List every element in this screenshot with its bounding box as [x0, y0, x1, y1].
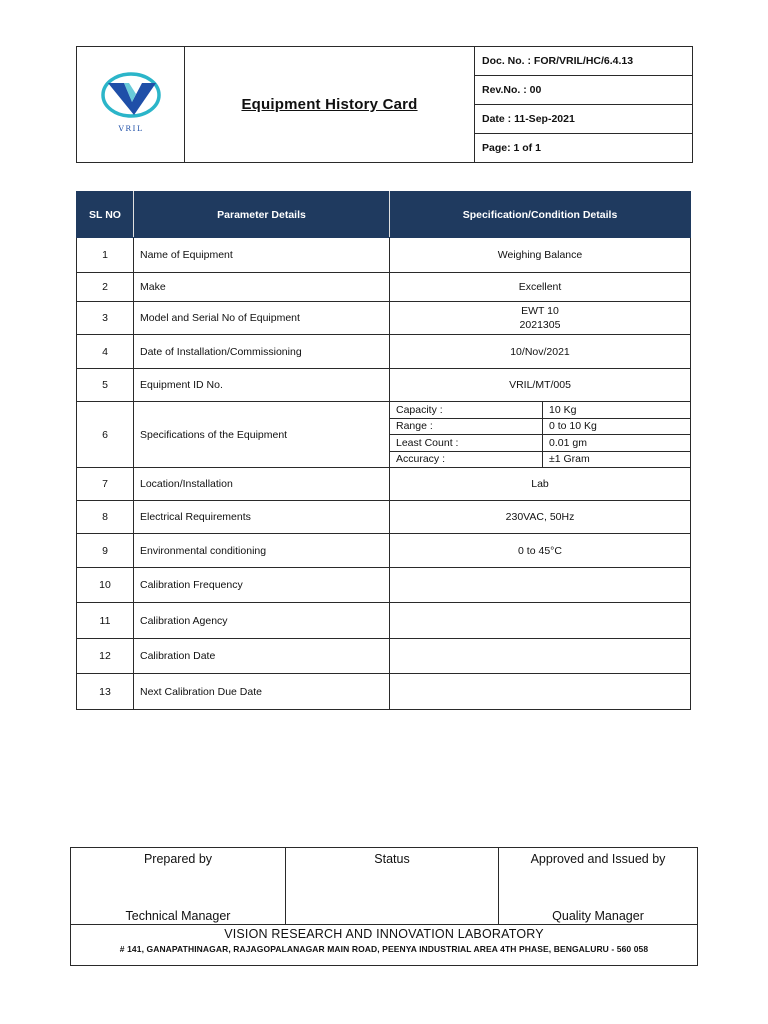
organization-cell: [71, 925, 698, 966]
row-spec: Lab: [390, 468, 691, 501]
logo-text: VRIL: [117, 124, 144, 133]
row-spec: 10/Nov/2021: [390, 335, 691, 369]
column-header-parameter: Parameter Details: [134, 192, 390, 238]
prepared-by-label: Prepared by: [143, 852, 213, 866]
spec-serial: 2021305: [519, 319, 561, 331]
revision-number: Rev.No. : 00: [475, 76, 693, 105]
row-spec: Weighing Balance: [390, 238, 691, 273]
row-sl: 3: [77, 302, 134, 335]
row-sl: 12: [77, 639, 134, 674]
row-sl: 11: [77, 603, 134, 639]
table-row: [77, 603, 691, 639]
vril-logo: [96, 68, 166, 138]
row-spec: [390, 639, 691, 674]
signature-footer: [70, 847, 698, 966]
row-param: Specifications of the Equipment: [134, 402, 390, 468]
table-row: [77, 501, 691, 534]
approved-by-label: Approved and Issued by: [530, 852, 666, 866]
row-param: Date of Installation/Commissioning: [134, 335, 390, 369]
table-row: [77, 402, 691, 468]
subtable-row: [390, 435, 690, 452]
column-header-specification: Specification/Condition Details: [390, 192, 691, 238]
row-sl: 8: [77, 501, 134, 534]
title-cell: [185, 47, 475, 163]
specifications-subtable: [390, 402, 690, 467]
row-sl: 2: [77, 273, 134, 302]
row-spec: [390, 674, 691, 710]
row-spec: VRIL/MT/005: [390, 369, 691, 402]
spec-value: 0 to 10 Kg: [543, 418, 691, 435]
table-row: [77, 568, 691, 603]
row-spec: Excellent: [390, 273, 691, 302]
spec-label: Capacity :: [390, 402, 543, 418]
page-number: Page: 1 of 1: [475, 134, 693, 163]
row-param: Equipment ID No.: [134, 369, 390, 402]
row-param: Next Calibration Due Date: [134, 674, 390, 710]
row-sl: 4: [77, 335, 134, 369]
row-spec: 0 to 45°C: [390, 534, 691, 568]
table-row: [77, 273, 691, 302]
row-spec-subtable: [390, 402, 691, 468]
row-param: Environmental conditioning: [134, 534, 390, 568]
spec-value: 10 Kg: [543, 402, 691, 418]
row-spec: 230VAC, 50Hz: [390, 501, 691, 534]
spec-model: EWT 10: [521, 305, 559, 317]
row-param: Location/Installation: [134, 468, 390, 501]
organization-address: # 141, GANAPATHINAGAR, RAJAGOPALANAGAR MAIN ROAD, PEENYA INDUSTRIAL AREA 4TH PHASE, BENGALURU - 560 058: [119, 944, 649, 954]
prepared-by-role: Technical Manager: [125, 909, 231, 923]
row-param: Electrical Requirements: [134, 501, 390, 534]
row-sl: 13: [77, 674, 134, 710]
subtable-row: [390, 402, 690, 418]
spec-value: 0.01 gm: [543, 435, 691, 452]
subtable-row: [390, 418, 690, 435]
row-sl: 1: [77, 238, 134, 273]
row-sl: 10: [77, 568, 134, 603]
logo-cell: [77, 47, 185, 163]
status-cell: [286, 848, 499, 925]
row-param: Calibration Date: [134, 639, 390, 674]
table-header-row: [77, 192, 691, 238]
table-row: [77, 335, 691, 369]
row-sl: 7: [77, 468, 134, 501]
subtable-row: [390, 451, 690, 467]
document-title: Equipment History Card: [241, 96, 418, 113]
doc-number: Doc. No. : FOR/VRIL/HC/6.4.13: [475, 47, 693, 76]
document-header: [76, 46, 693, 163]
table-row: [77, 468, 691, 501]
approved-by-role: Quality Manager: [552, 909, 644, 923]
table-row: [77, 534, 691, 568]
row-param: Calibration Frequency: [134, 568, 390, 603]
row-sl: 6: [77, 402, 134, 468]
approved-by-cell: [499, 848, 698, 925]
status-label: Status: [374, 852, 410, 866]
equipment-details-table: [76, 191, 691, 710]
column-header-sl-no: SL NO: [77, 192, 134, 238]
row-param: Calibration Agency: [134, 603, 390, 639]
spec-label: Least Count :: [390, 435, 543, 452]
spec-label: Accuracy :: [390, 451, 543, 467]
table-row: [77, 369, 691, 402]
table-row: [77, 639, 691, 674]
row-param: Model and Serial No of Equipment: [134, 302, 390, 335]
table-row: [77, 674, 691, 710]
row-sl: 9: [77, 534, 134, 568]
row-sl: 5: [77, 369, 134, 402]
table-row: [77, 302, 691, 335]
spec-label: Range :: [390, 418, 543, 435]
spec-value: ±1 Gram: [549, 453, 590, 466]
row-spec: [390, 568, 691, 603]
organization-name: VISION RESEARCH AND INNOVATION LABORATORY: [224, 927, 544, 941]
prepared-by-cell: [71, 848, 286, 925]
document-date: Date : 11-Sep-2021: [475, 105, 693, 134]
table-row: [77, 238, 691, 273]
row-param: Make: [134, 273, 390, 302]
row-spec: [390, 603, 691, 639]
row-param: Name of Equipment: [134, 238, 390, 273]
row-spec-multiline: [390, 302, 691, 335]
